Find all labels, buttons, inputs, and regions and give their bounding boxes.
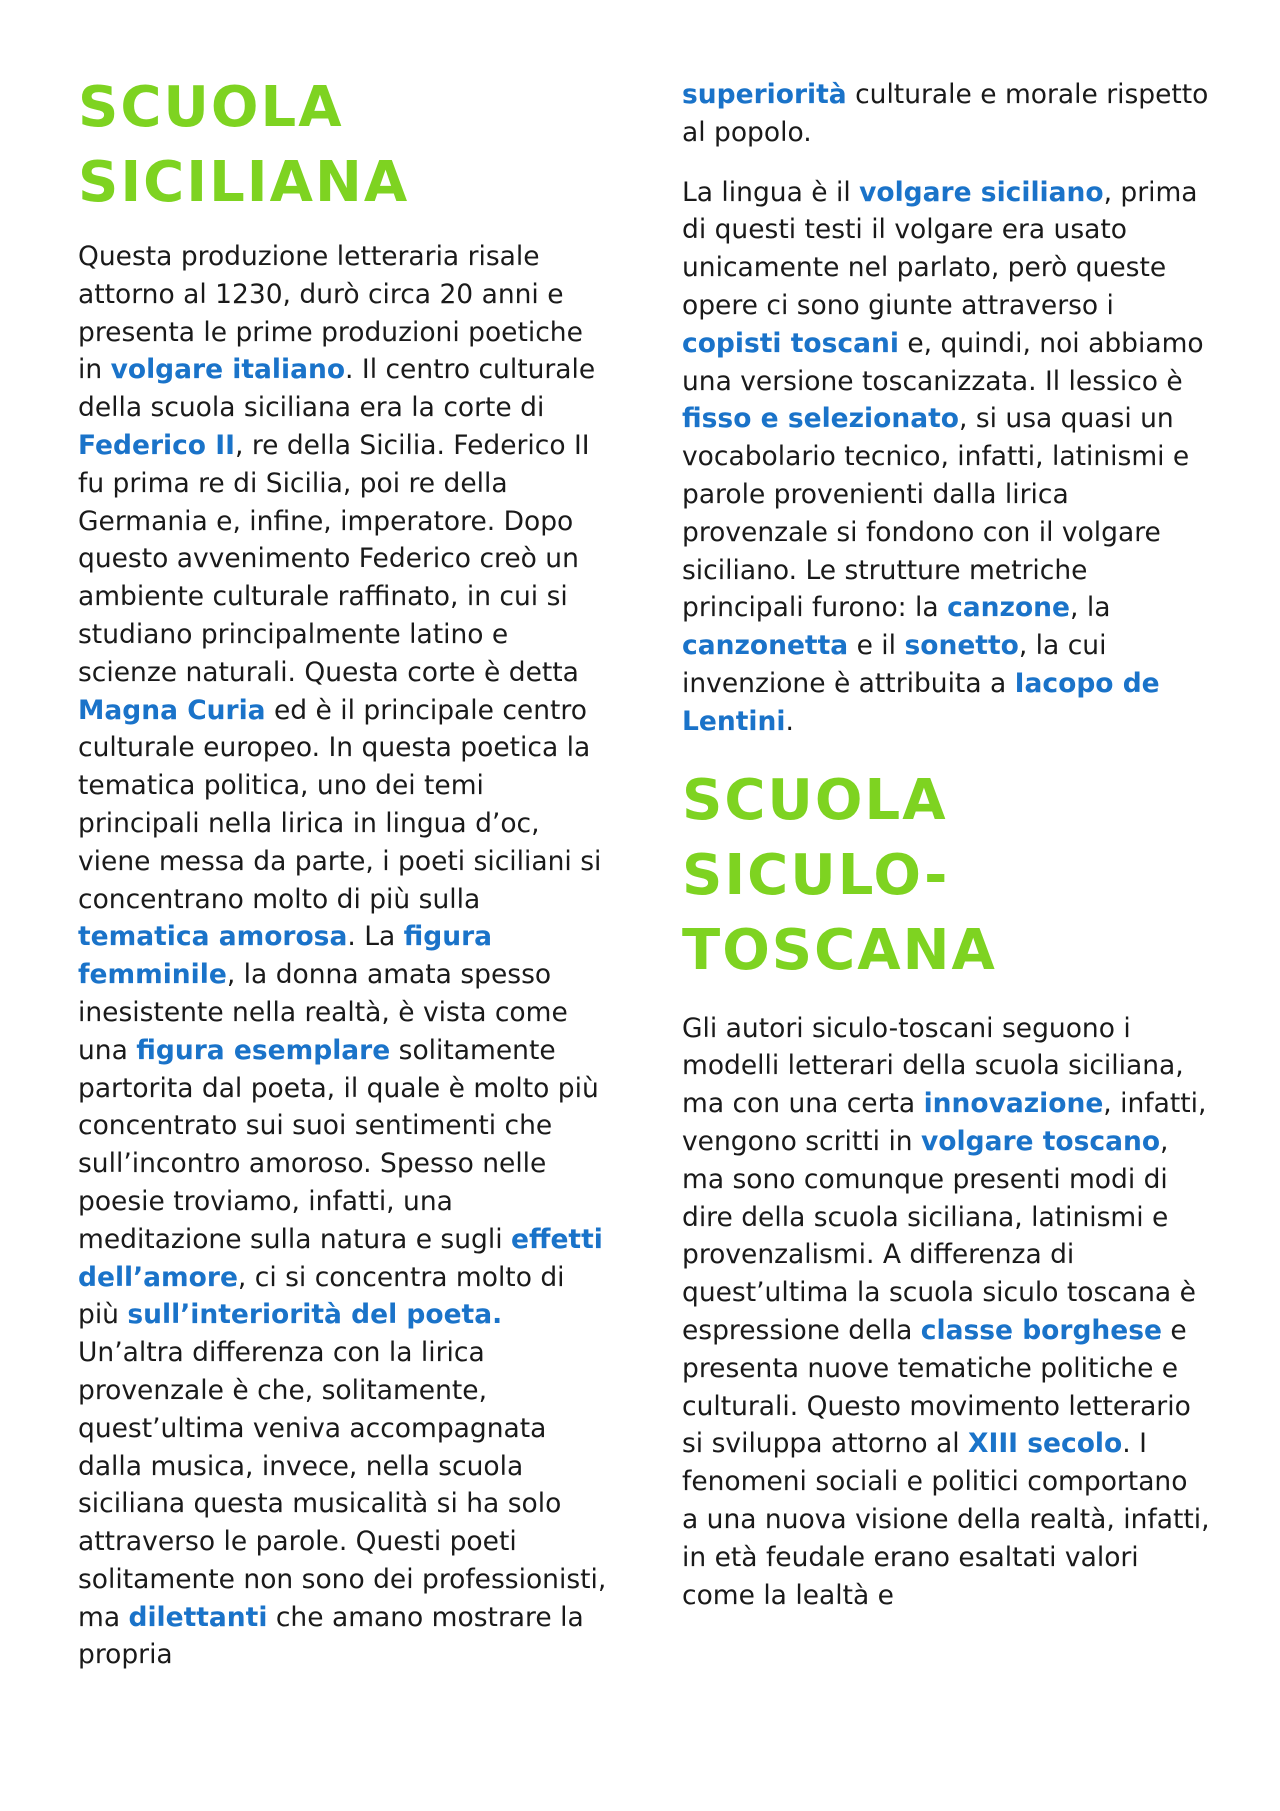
right-column (682, 76, 1212, 1614)
text-run: Gli autori siculo-toscani seguono i modelli letterari della scuola siciliana, ma con una certa (682, 1012, 1184, 1120)
highlighted-term: copisti toscani (682, 327, 899, 359)
text-run: . Il centro culturale della scuola siciliana era la corte di (78, 354, 596, 424)
text-run: . (785, 705, 794, 737)
body-paragraph (682, 1010, 1212, 1615)
text-run: solitamente partorita dal poeta, il quale è molto più concentrato sui suoi sentimenti che sull’incontro amoroso. Spesso nelle poesie troviamo, infatti, una meditazione sulla natura e sugli (78, 1034, 599, 1255)
highlighted-term: effetti dell’amore (78, 1223, 603, 1293)
highlighted-term: sonetto (904, 630, 1019, 662)
text-run: , ci si concentra molto di più (78, 1261, 565, 1331)
text-run: e presenta nuove tematiche politiche e culturali. Questo movimento letterario si sviluppa attorno al (682, 1314, 1191, 1460)
body-paragraph (682, 76, 1212, 152)
highlighted-term: superiorità (682, 79, 847, 110)
highlighted-term: fisso e selezionato (682, 403, 959, 435)
highlighted-term: canzonetta (682, 630, 849, 662)
text-run: e, quindi, noi abbiamo una versione toscanizzata. Il lessico è (682, 327, 1204, 397)
body-paragraph (682, 174, 1212, 741)
body-paragraph (78, 238, 608, 1674)
highlighted-term: tematica amorosa (78, 921, 348, 953)
highlighted-term: figura esemplare (136, 1034, 391, 1066)
highlighted-term: innovazione (923, 1088, 1104, 1120)
highlighted-term: sull’interiorità del poeta. (127, 1299, 503, 1331)
text-run: ed è il principale centro culturale europeo. In questa poetica la tematica politica, uno dei temi principali nella lirica in lingua d’oc, viene messa da parte, i poeti siciliani si concentrano molto di più sulla (78, 694, 602, 915)
text-run: , si usa quasi un vocabolario tecnico, infatti, latinismi e parole provenienti dalla lirica provenzale si fondono con il volgare siciliano. Le strutture metriche principali furono: la (682, 403, 1190, 624)
highlighted-term: volgare italiano (110, 354, 346, 386)
highlighted-term: canzone (947, 592, 1070, 624)
text-run: che amano mostrare la propria (78, 1601, 584, 1671)
text-run: Questa produzione letteraria risale attorno al 1230, durò circa 20 anni e presenta le prime produzioni poetiche in (78, 241, 583, 386)
text-run: e il (848, 630, 905, 662)
highlighted-term: Magna Curia (78, 694, 266, 726)
highlighted-term: XIII secolo (968, 1428, 1123, 1460)
text-run: , ma sono comunque presenti modi di dire della scuola siciliana, latinismi e provenzalismi. A differenza di quest’ultima la scuola siculo toscana è espressione della (682, 1125, 1196, 1346)
heading-line: SCUOLA (682, 767, 948, 833)
text-run: , la donna amata spesso inesistente nella realtà, è vista come una (78, 959, 568, 1066)
text-run: La lingua è il (682, 176, 860, 208)
highlighted-term: classe borghese (920, 1314, 1162, 1346)
heading-line: TOSCANA (682, 917, 997, 983)
text-run: . I fenomeni sociali e politici comportano a una nuova visione della realtà, infatti, in età feudale erano esaltati valori come la lealtà e (682, 1428, 1210, 1611)
heading-scuola-siciliana (78, 70, 608, 220)
heading-line: SCUOLA (78, 75, 344, 140)
highlighted-term: figura femminile (78, 921, 493, 991)
highlighted-term: Iacopo de Lentini (682, 667, 1160, 737)
heading-line: SICILIANA (78, 150, 410, 215)
text-run: , la (1070, 592, 1111, 624)
text-run: , prima di questi testi il volgare era usato unicamente nel parlato, però queste opere ci sono giunte attraverso i (682, 176, 1198, 321)
text-run: culturale e morale rispetto al popolo. (682, 79, 1209, 148)
left-column (78, 70, 608, 1674)
text-run: , re della Sicilia. Federico II fu prima re di Sicilia, poi re della Germania e, infine, imperatore. Dopo questo avvenimento Federico creò un ambiente culturale raffinato, in cui si studiano principalmente latino e scienze naturali. Questa corte è detta (78, 429, 590, 688)
text-run: , infatti, vengono scritti in (682, 1088, 1207, 1157)
text-run: , la cui invenzione è attribuita a (682, 630, 1107, 699)
heading-scuola-siculo-toscana (682, 763, 1212, 988)
highlighted-term: dilettanti (128, 1601, 268, 1633)
highlighted-term: volgare toscano (921, 1125, 1161, 1157)
heading-line: SICULO- (682, 842, 950, 908)
highlighted-term: volgare siciliano (859, 176, 1104, 208)
text-run: Un’altra differenza con la lirica provenzale è che, solitamente, quest’ultima veniva accompagnata dalla musica, invece, nella scuola siciliana questa musicalità si ha solo attraverso le parole. Questi poeti solitamente non sono dei professionisti, ma (78, 1337, 607, 1633)
highlighted-term: Federico II (78, 429, 235, 461)
text-run: . La (347, 921, 404, 953)
